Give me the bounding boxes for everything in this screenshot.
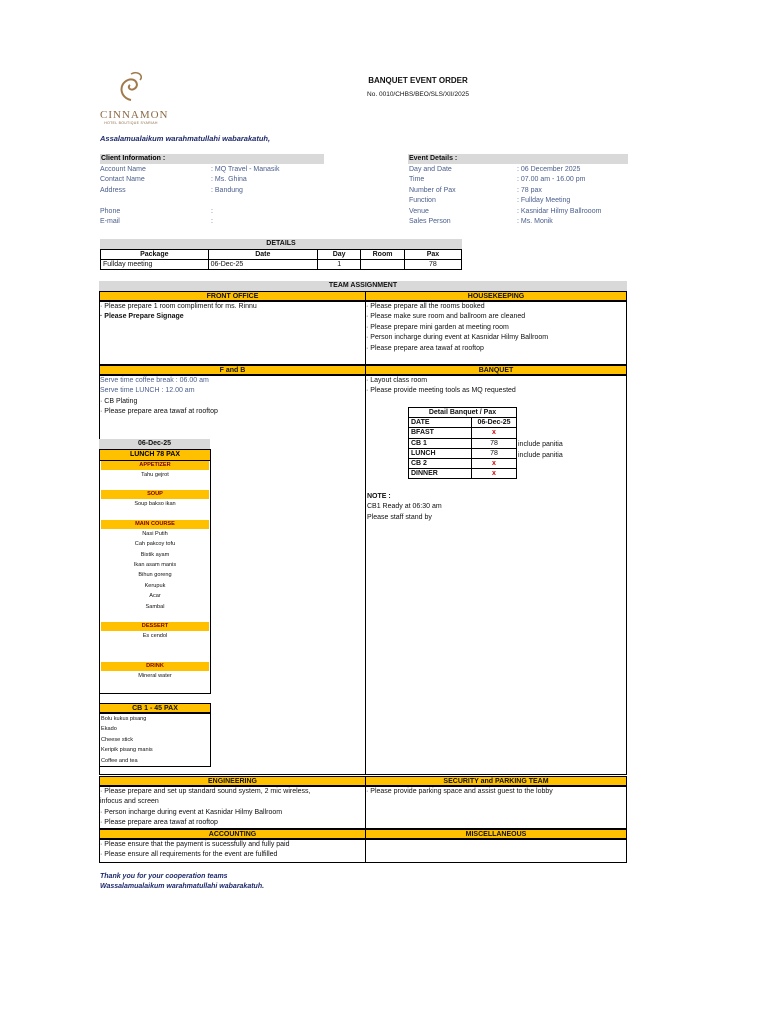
logo-name: CINNAMON xyxy=(100,109,169,121)
event-row xyxy=(409,207,629,217)
closing-line: Wassalamualaikum warahmatullahi wabarakatuh. xyxy=(100,883,265,891)
details-cell xyxy=(361,260,405,270)
details-row xyxy=(101,260,462,270)
event-row xyxy=(409,175,629,185)
details-col-header: Pax xyxy=(404,250,461,260)
event-label: Venue xyxy=(409,207,429,215)
details-cell: 78 xyxy=(404,260,461,270)
event-row xyxy=(409,186,629,196)
housekeeping-section xyxy=(365,301,627,365)
housekeeping-line: · Please prepare mini garden at meeting room xyxy=(366,323,509,331)
client-label: Address xyxy=(100,186,126,194)
event-value: : 06 December 2025 xyxy=(517,166,581,173)
soup-title: SOUP xyxy=(101,490,209,499)
miscellaneous-header: MISCELLANEOUS xyxy=(365,829,627,839)
hotel-logo xyxy=(100,68,169,125)
housekeeping-header: HOUSEKEEPING xyxy=(365,291,627,301)
cb1-item: Cheese stick xyxy=(101,736,134,743)
event-details-header xyxy=(408,154,628,164)
details-header-row xyxy=(101,250,462,260)
event-label: Time xyxy=(409,176,425,184)
menu-item: Cah pakcoy tofu xyxy=(134,541,176,548)
banquet-pax-row xyxy=(409,469,517,479)
details-col-header: Date xyxy=(208,250,317,260)
menu-item: Acar xyxy=(149,593,161,600)
menu-item: Es cendol xyxy=(142,633,168,640)
banquet-lines xyxy=(366,376,516,397)
security-header: SECURITY and PARKING TEAM xyxy=(365,776,627,786)
engineering-header: ENGINEERING xyxy=(99,776,366,786)
closing-line: Thank you for your cooperation teams xyxy=(100,873,228,880)
cb1-item: Bolu kukus pisang xyxy=(101,716,147,722)
client-row xyxy=(100,175,323,185)
front-office-line: · Please prepare 1 room compliment for ms. Rinnu xyxy=(100,303,257,310)
miscellaneous-section xyxy=(365,839,627,863)
main-course-title: MAIN COURSE xyxy=(101,520,209,529)
banquet-pax-col-header: DATE xyxy=(409,418,472,428)
engineering-line: infocus and screen xyxy=(100,798,159,806)
engineering-line: · Person incharge during event at Kasnidar Hilmy Ballroom xyxy=(100,808,283,816)
fandb-lines xyxy=(100,376,218,418)
details-cell: 1 xyxy=(318,260,361,270)
menu-item: Tahu gejrot xyxy=(141,472,169,478)
fandb-line: Serve time LUNCH : 12.00 am xyxy=(100,387,195,395)
client-value: : MQ Travel - Manasik xyxy=(211,166,280,173)
banquet-pax-label: BFAST xyxy=(409,428,472,438)
note-line: CB1 Ready at 06:30 am xyxy=(367,503,442,511)
event-row xyxy=(409,196,629,206)
fandb-line: Serve time coffee break : 06.00 am xyxy=(100,377,209,384)
cb1-item: Ekado xyxy=(101,726,117,733)
banquet-pax-table xyxy=(408,407,517,479)
client-info-table xyxy=(100,165,323,227)
client-value: : Bandung xyxy=(211,186,243,194)
banquet-header: BANQUET xyxy=(365,365,627,375)
lunch-title: LUNCH 78 PAX xyxy=(100,450,210,461)
security-section xyxy=(365,786,627,829)
menu-item: Nasi Putih xyxy=(142,530,168,537)
event-value: : 78 pax xyxy=(517,186,542,194)
menu-item: Kerupuk xyxy=(144,582,166,589)
banquet-pax-row xyxy=(409,428,517,438)
menu-item: Ikan asam manis xyxy=(133,562,177,569)
engineering-line: · Please prepare area tawaf at rooftop xyxy=(100,819,218,827)
banquet-line: · Layout class room xyxy=(366,377,428,384)
details-title: DETAILS xyxy=(100,239,462,249)
menu-date: 06-Dec-25 xyxy=(99,439,210,449)
event-label: Sales Person xyxy=(409,218,451,226)
details-cell: Fullday meeting xyxy=(101,260,209,270)
client-value: : Ms. Ghina xyxy=(211,176,247,184)
housekeeping-line: · Please prepare area tawaf at rooftop xyxy=(366,344,484,352)
banquet-pax-header-row xyxy=(409,418,517,428)
accounting-line: · Please ensure all requirements for the event are fulfilled xyxy=(100,851,278,859)
menu-item: Sambal xyxy=(145,603,165,610)
banquet-line: · Please provide meeting tools as MQ requested xyxy=(366,387,516,395)
greeting: Assalamualaikum warahmatullahi wabarakatuh, xyxy=(100,134,271,143)
banquet-pax-value: x xyxy=(472,469,517,479)
banquet-pax-value: 78 xyxy=(472,448,517,458)
front-office-line: · Please Prepare Signage xyxy=(100,313,184,321)
cb1-item: Coffee and tea xyxy=(101,757,138,764)
event-value: : 07.00 am - 16.00 pm xyxy=(517,176,586,184)
details-table xyxy=(100,249,462,270)
housekeeping-line: · Please prepare all the rooms booked xyxy=(366,303,485,310)
banquet-notes xyxy=(367,492,442,523)
document-title: BANQUET EVENT ORDER xyxy=(368,76,468,85)
accounting-line: · Please ensure that the payment is sucessfully and fully paid xyxy=(100,841,290,848)
accounting-header: ACCOUNTING xyxy=(99,829,366,839)
menu-item: Mineral water xyxy=(138,673,172,680)
client-row xyxy=(100,186,323,196)
menu-item: Bistik ayam xyxy=(140,551,170,558)
banquet-pax-row xyxy=(409,448,517,458)
client-row xyxy=(100,165,323,175)
note-title: NOTE : xyxy=(367,493,391,500)
event-label: Day and Date xyxy=(409,166,452,173)
cb1-title: CB 1 - 45 PAX xyxy=(99,703,211,713)
document-number: No. 0010/CHBS/BEO/SLS/XII/2025 xyxy=(367,91,469,98)
drink-title: DRINK xyxy=(101,662,209,671)
housekeeping-line: · Please make sure room and ballroom are cleaned xyxy=(366,313,526,321)
lunch-menu xyxy=(99,449,211,694)
dessert-title: DESSERT xyxy=(101,622,209,631)
cinnamon-swirl-icon xyxy=(100,68,162,104)
event-label: Number of Pax xyxy=(409,186,456,194)
banquet-pax-col-header: 06-Dec-25 xyxy=(472,418,517,428)
details-col-header: Package xyxy=(101,250,209,260)
banquet-pax-row xyxy=(409,459,517,469)
banquet-pax-label: LUNCH xyxy=(409,448,472,458)
engineering-section xyxy=(99,786,366,829)
client-label: Contact Name xyxy=(100,176,145,184)
cb1-item: Keripik pisang manis xyxy=(101,747,153,754)
menu-item: Bihun goreng xyxy=(138,572,172,579)
banquet-pax-label: DINNER xyxy=(409,469,472,479)
menu-item: Soup bakso ikan xyxy=(134,501,176,508)
engineering-line: · Please prepare and set up standard sound system, 2 mic wireless, xyxy=(100,788,311,795)
banquet-pax-row xyxy=(409,438,517,448)
banquet-pax-note-lunch: include panitia xyxy=(518,452,563,459)
event-value: : Kasnidar Hilmy Ballrooom xyxy=(517,207,602,215)
banquet-pax-note-cb1: include panitia xyxy=(518,441,563,448)
client-label: Account Name xyxy=(100,166,146,173)
front-office-section xyxy=(99,301,366,365)
details-cell: 06-Dec-25 xyxy=(208,260,317,270)
details-col-header: Day xyxy=(318,250,361,260)
details-col-header: Room xyxy=(361,250,405,260)
fandb-line: · Please prepare area tawaf at rooftop xyxy=(100,408,218,416)
client-value: : xyxy=(211,207,213,215)
banquet-pax-title: Detail Banquet / Pax xyxy=(409,408,517,418)
logo-tagline: HOTEL BOUTIQUE SYARIAH xyxy=(104,121,158,125)
client-info-header-label: Client Information : xyxy=(101,155,166,162)
event-value: : Ms. Monik xyxy=(517,218,553,226)
client-info-header xyxy=(100,154,324,164)
security-line: · Please provide parking space and assist guest to the lobby xyxy=(366,788,553,795)
closing xyxy=(100,872,264,893)
event-row xyxy=(409,217,629,227)
appetizer-title: APPETIZER xyxy=(101,461,209,470)
note-line: Please staff stand by xyxy=(367,513,432,521)
banquet-pax-label: CB 2 xyxy=(409,459,472,469)
cb1-menu xyxy=(99,713,211,767)
accounting-section xyxy=(99,839,366,863)
client-label xyxy=(100,196,211,206)
client-label: Phone xyxy=(100,207,121,215)
banquet-pax-value: x xyxy=(472,428,517,438)
banquet-pax-value: x xyxy=(472,459,517,469)
banquet-pax-value: 78 xyxy=(472,438,517,448)
client-label: E-mail xyxy=(100,218,120,226)
event-value: : Fullday Meeting xyxy=(517,197,571,205)
front-office-header: FRONT OFFICE xyxy=(99,291,366,301)
event-row xyxy=(409,165,629,175)
fandb-line: · CB Plating xyxy=(100,397,138,405)
banquet-pax-title-row xyxy=(409,408,517,418)
event-details-header-label: Event Details : xyxy=(409,155,458,162)
client-row xyxy=(100,217,323,227)
client-row xyxy=(100,207,323,217)
client-row xyxy=(100,196,323,206)
fandb-header: F and B xyxy=(99,365,366,375)
team-assignment-title: TEAM ASSIGNMENT xyxy=(99,281,627,291)
event-details-table xyxy=(409,165,629,227)
banquet-pax-label: CB 1 xyxy=(409,438,472,448)
client-value: : xyxy=(211,218,213,226)
housekeeping-line: · Person incharge during event at Kasnidar Hilmy Ballroom xyxy=(366,334,549,342)
event-label: Function xyxy=(409,197,436,205)
